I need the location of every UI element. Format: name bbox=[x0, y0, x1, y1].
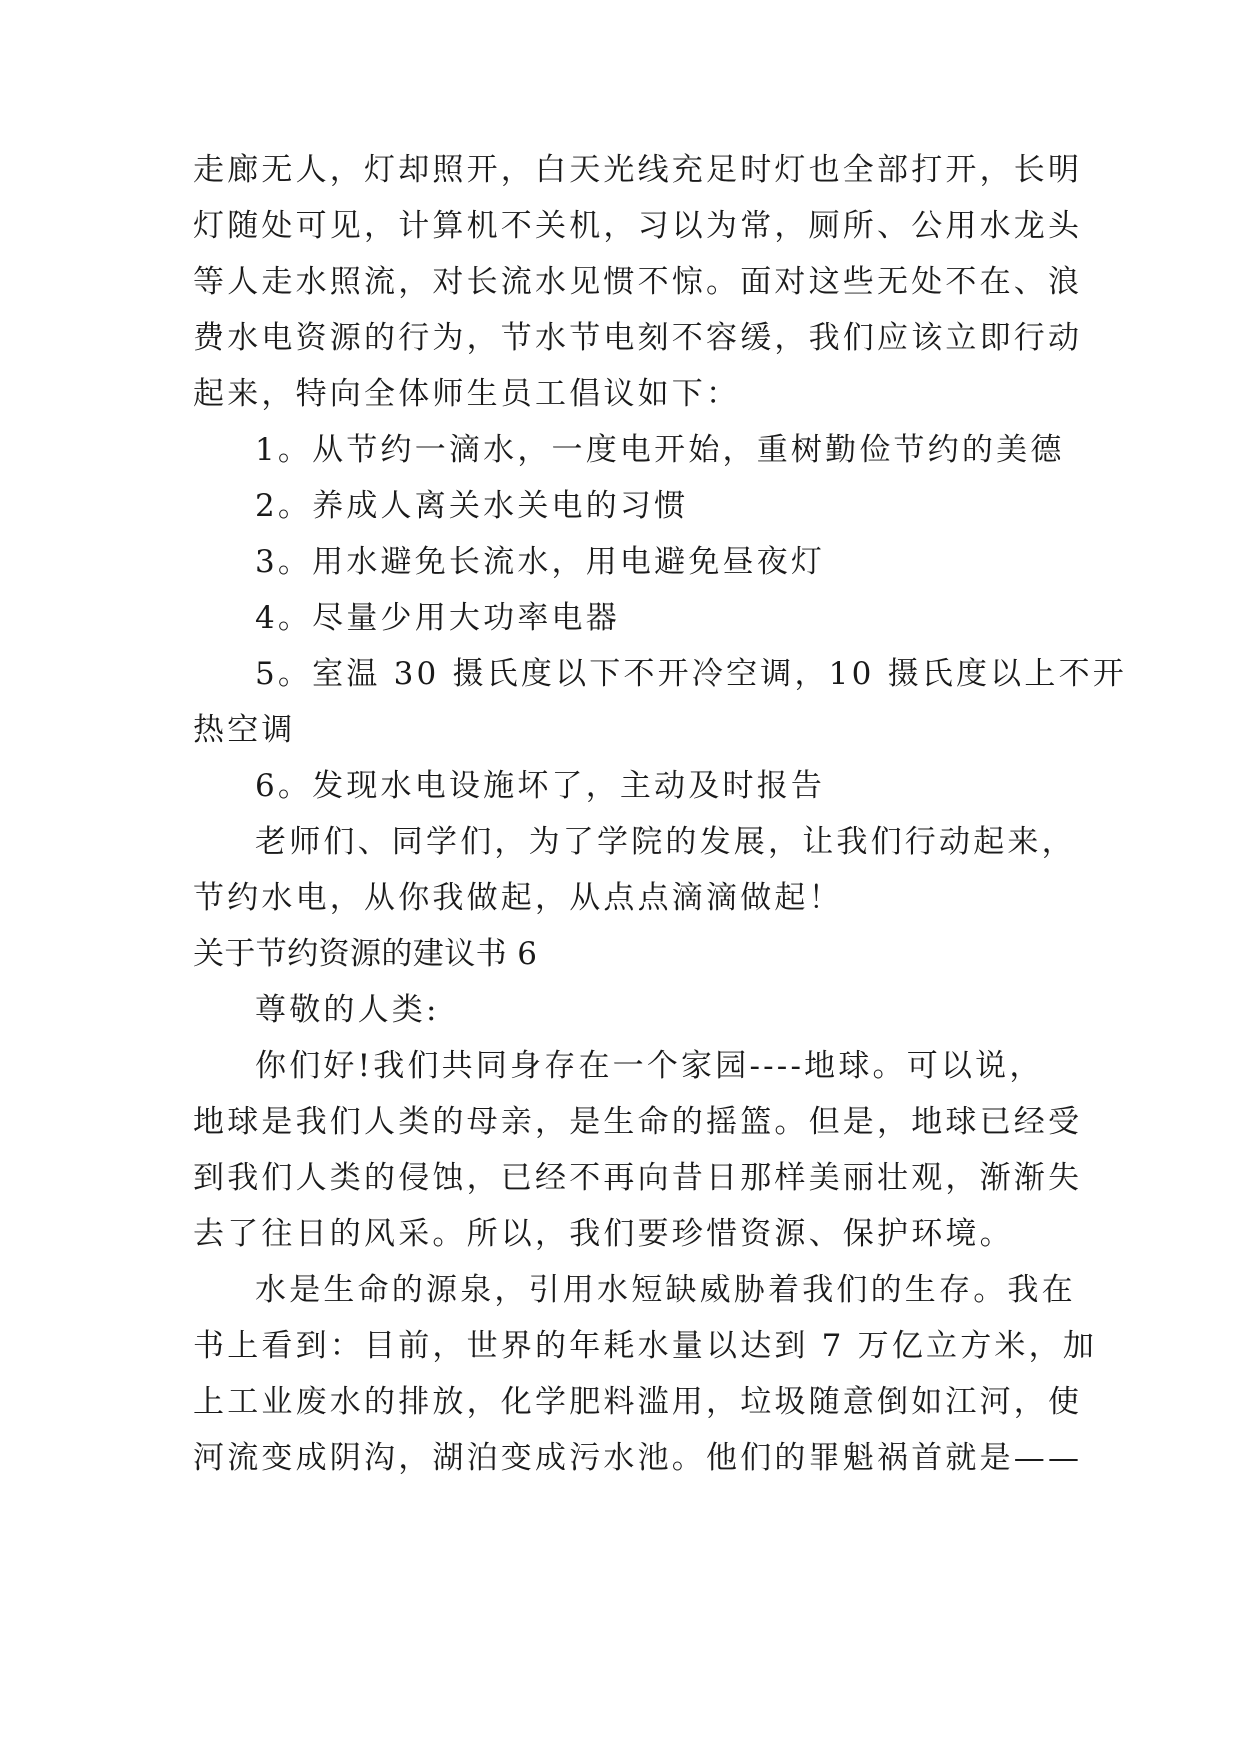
list-item: 3。用水避免长流水，用电避免昼夜灯 bbox=[255, 544, 826, 580]
list-item: 5。室温 30 摄氏度以下不开冷空调，10 摄氏度以上不开 bbox=[255, 656, 1127, 692]
paragraph-line: 老师们、同学们，为了学院的发展，让我们行动起来， bbox=[255, 824, 1076, 860]
paragraph-line: 书上看到：目前，世界的年耗水量以达到 7 万亿立方米，加 bbox=[193, 1328, 1098, 1364]
paragraph-line: 等人走水照流，对长流水见惯不惊。面对这些无处不在、浪 bbox=[193, 264, 1083, 300]
list-item: 1。从节约一滴水，一度电开始，重树勤俭节约的美德 bbox=[255, 432, 1065, 468]
list-item: 2。养成人离关水关电的习惯 bbox=[255, 488, 689, 524]
paragraph-line: 到我们人类的侵蚀，已经不再向昔日那样美丽壮观，渐渐失 bbox=[193, 1160, 1083, 1196]
list-item: 6。发现水电设施坏了，主动及时报告 bbox=[255, 768, 826, 804]
paragraph-line: 费水电资源的行为，节水节电刻不容缓，我们应该立即行动 bbox=[193, 320, 1083, 356]
paragraph-line: 起来，特向全体师生员工倡议如下： bbox=[193, 376, 741, 412]
paragraph-line: 地球是我们人类的母亲，是生命的摇篮。但是，地球已经受 bbox=[193, 1104, 1083, 1140]
paragraph-line: 河流变成阴沟，湖泊变成污水池。他们的罪魁祸首就是—— bbox=[193, 1440, 1083, 1476]
paragraph-line: 灯随处可见，计算机不关机，习以为常，厕所、公用水龙头 bbox=[193, 208, 1083, 244]
paragraph-line: 水是生命的源泉，引用水短缺威胁着我们的生存。我在 bbox=[255, 1272, 1076, 1308]
paragraph-line: 上工业废水的排放，化学肥料滥用，垃圾随意倒如江河，使 bbox=[193, 1384, 1083, 1420]
list-item-continuation: 热空调 bbox=[193, 712, 296, 748]
list-item: 4。尽量少用大功率电器 bbox=[255, 600, 620, 636]
paragraph-line: 去了往日的风采。所以，我们要珍惜资源、保护环境。 bbox=[193, 1216, 1014, 1252]
paragraph-line: 你们好!我们共同身存在一个家园----地球。可以说， bbox=[255, 1048, 1044, 1084]
paragraph-line: 走廊无人，灯却照开，白天光线充足时灯也全部打开，长明 bbox=[193, 152, 1083, 188]
salutation: 尊敬的人类: bbox=[255, 992, 440, 1028]
paragraph-line: 节约水电，从你我做起，从点点滴滴做起！ bbox=[193, 880, 843, 916]
section-heading: 关于节约资源的建议书 6 bbox=[193, 936, 538, 972]
